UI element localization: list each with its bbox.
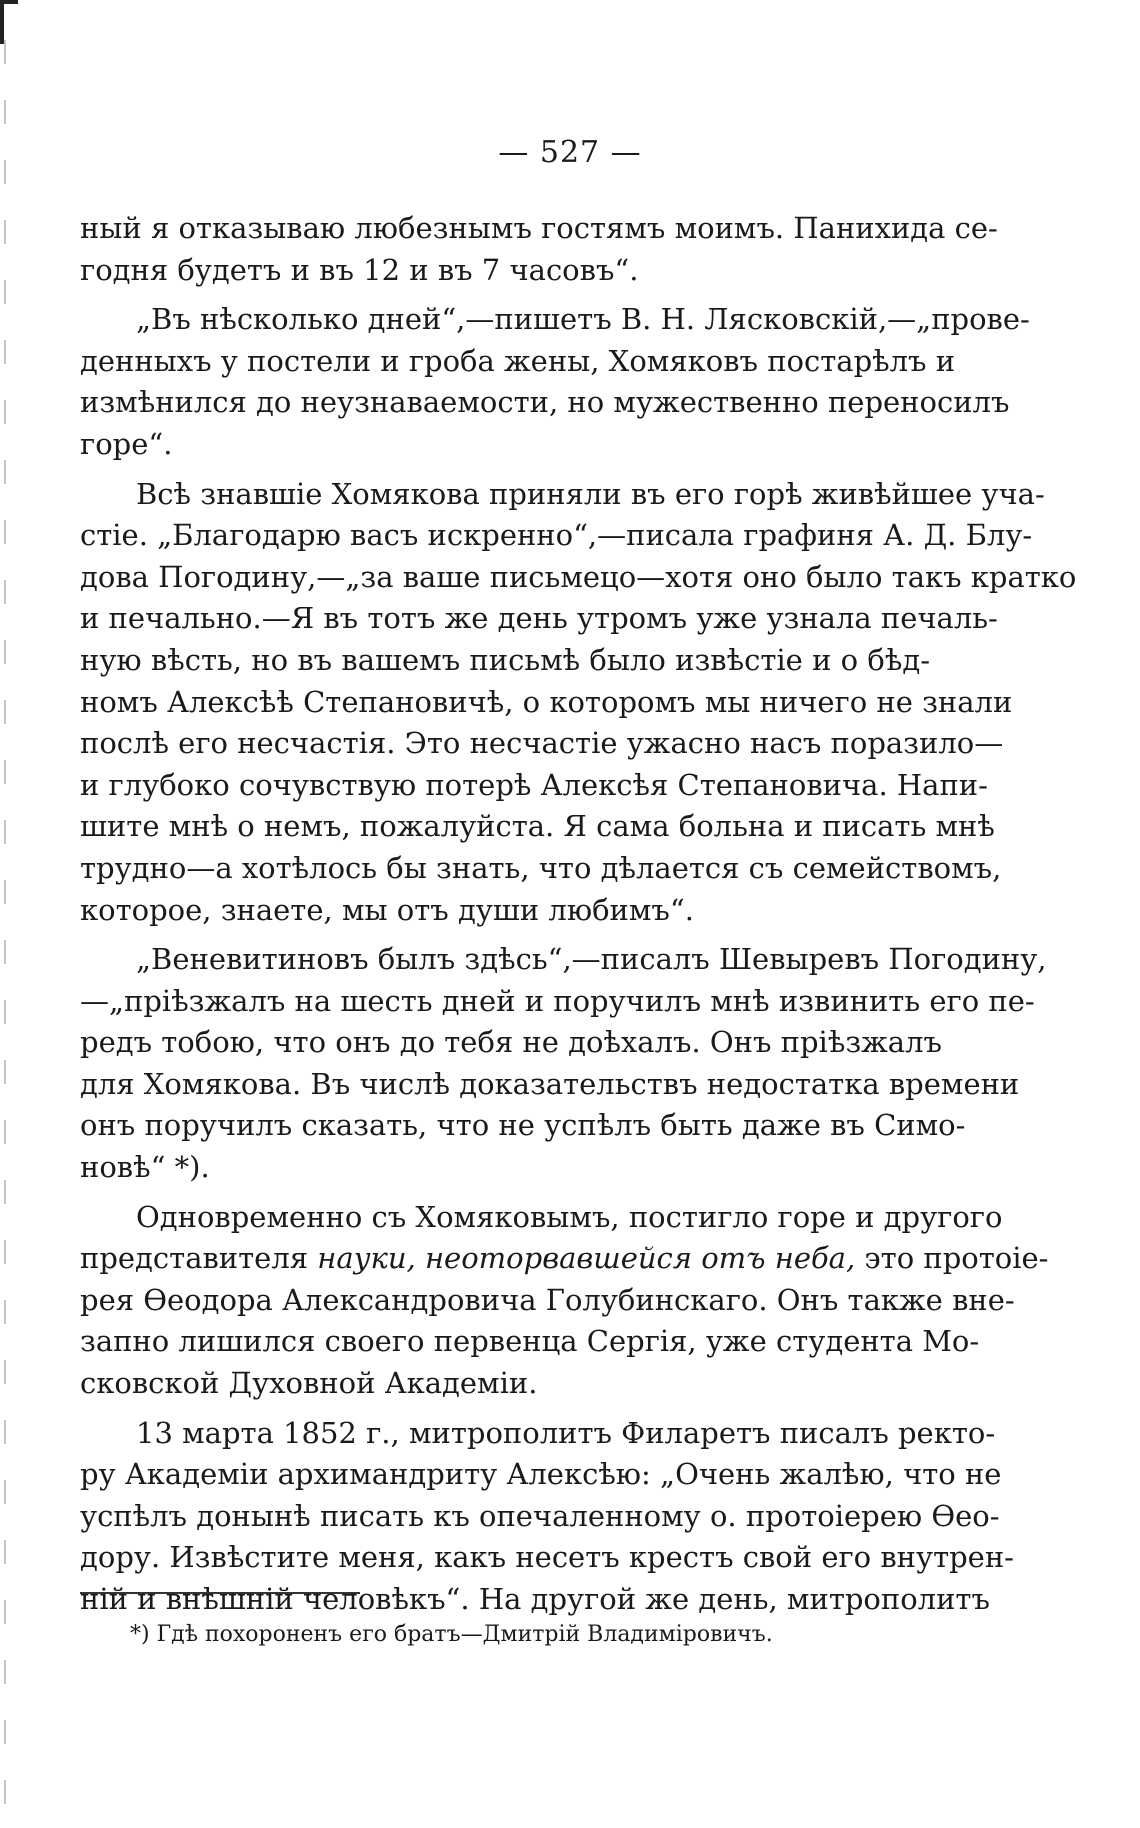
page-number: — 527 —	[498, 135, 642, 170]
text-line: Всѣ знавшіе Хомякова приняли въ его горѣ живѣйшее уча-	[136, 476, 1045, 511]
text-line: сковской Духовной Академіи.	[80, 1366, 538, 1401]
text-line: стіе. „Благодарю васъ искренно“,—писала графиня А. Д. Блу-	[80, 518, 1033, 553]
body-text	[80, 208, 1077, 1621]
text-line: и глубоко сочувствую потерѣ Алексѣя Степановича. Напи-	[80, 767, 988, 802]
text-line: дова Погодину,—„за ваше письмецо—хотя оно было такъ кратко	[80, 559, 1077, 594]
text-line: Одновременно съ Хомяковымъ, постигло горе и другого	[136, 1199, 1003, 1234]
text-line: „Въ нѣсколько дней“,—пишетъ В. Н. Лясковскій,—„прове-	[136, 302, 1030, 337]
text-line: „Веневитиновъ былъ здѣсь“,—писалъ Шевыревъ Погодину,	[136, 942, 1047, 977]
text-line: ную вѣсть, но въ вашемъ письмѣ было извѣстіе и о бѣд-	[80, 642, 930, 677]
text-segment: это протоіе-	[864, 1241, 1049, 1276]
text-line: ній и внѣшній человѣкъ“. На другой же день, митрополитъ	[80, 1582, 990, 1616]
text-line: редъ тобою, что онъ до тебя не доѣхалъ. Онъ пріѣзжалъ	[80, 1025, 942, 1060]
text-line: новѣ“ *).	[80, 1150, 210, 1185]
text-line: горе“.	[80, 426, 173, 461]
text-line: дору. Извѣстите меня, какъ несетъ крестъ свой его внутрен-	[80, 1540, 1014, 1575]
text-line: —„пріѣзжалъ на шесть дней и поручилъ мнѣ извинить его пе-	[80, 983, 1035, 1018]
italic-phrase: науки, неоторвавшейся отъ неба,	[317, 1241, 856, 1276]
text-line: измѣнился до неузнаваемости, но мужественно переносилъ	[80, 385, 1010, 420]
text-line: успѣлъ донынѣ писать къ опечаленному о. протоіерею Ѳео-	[80, 1498, 1000, 1533]
text-line: 13 марта 1852 г., митрополитъ Филаретъ писалъ ректо-	[136, 1415, 996, 1450]
text-line: запно лишился своего первенца Сергія, уже студента Мо-	[80, 1324, 980, 1359]
text-line: и печально.—Я въ тотъ же день утромъ уже узнала печаль-	[80, 601, 998, 636]
text-line: денныхъ у постели и гроба жены, Хомяковъ постарѣлъ и	[80, 343, 956, 378]
text-line: ный я отказываю любезнымъ гостямъ моимъ. Панихида се-	[80, 211, 998, 245]
text-line: ру Академіи архимандриту Алексѣю: „Очень жалѣю, что не	[80, 1457, 1002, 1492]
footnote-rule	[80, 1592, 360, 1594]
text-line: шите мнѣ о немъ, пожалуйста. Я сама больна и писать мнѣ	[80, 809, 995, 844]
text-line: для Хомякова. Въ числѣ доказательствъ недостатка времени	[80, 1066, 1020, 1101]
text-line-mixed	[80, 1238, 1049, 1280]
text-line: онъ поручилъ сказать, что не успѣлъ быть даже въ Симо-	[80, 1108, 966, 1143]
page-edge-shadow	[4, 40, 6, 1820]
text-line: трудно—а хотѣлось бы знать, что дѣлается съ семействомъ,	[80, 850, 1002, 885]
page-corner-mark	[0, 0, 18, 44]
text-line: послѣ его несчастія. Это несчастіе ужасно насъ поразило—	[80, 726, 1004, 761]
footnote: *) Гдѣ похороненъ его братъ—Дмитрій Владиміровичъ.	[130, 1622, 773, 1647]
text-line: годня будетъ и въ 12 и въ 7 часовъ“.	[80, 252, 639, 287]
text-line: номъ Алексѣѣ Степановичѣ, о которомъ мы ничего не знали	[80, 684, 1013, 719]
text-line: которое, знаете, мы отъ души любимъ“.	[80, 892, 694, 927]
text-segment: представителя	[80, 1241, 309, 1276]
text-line: рея Ѳеодора Александровича Голубинскаго. Онъ также вне-	[80, 1282, 1015, 1317]
